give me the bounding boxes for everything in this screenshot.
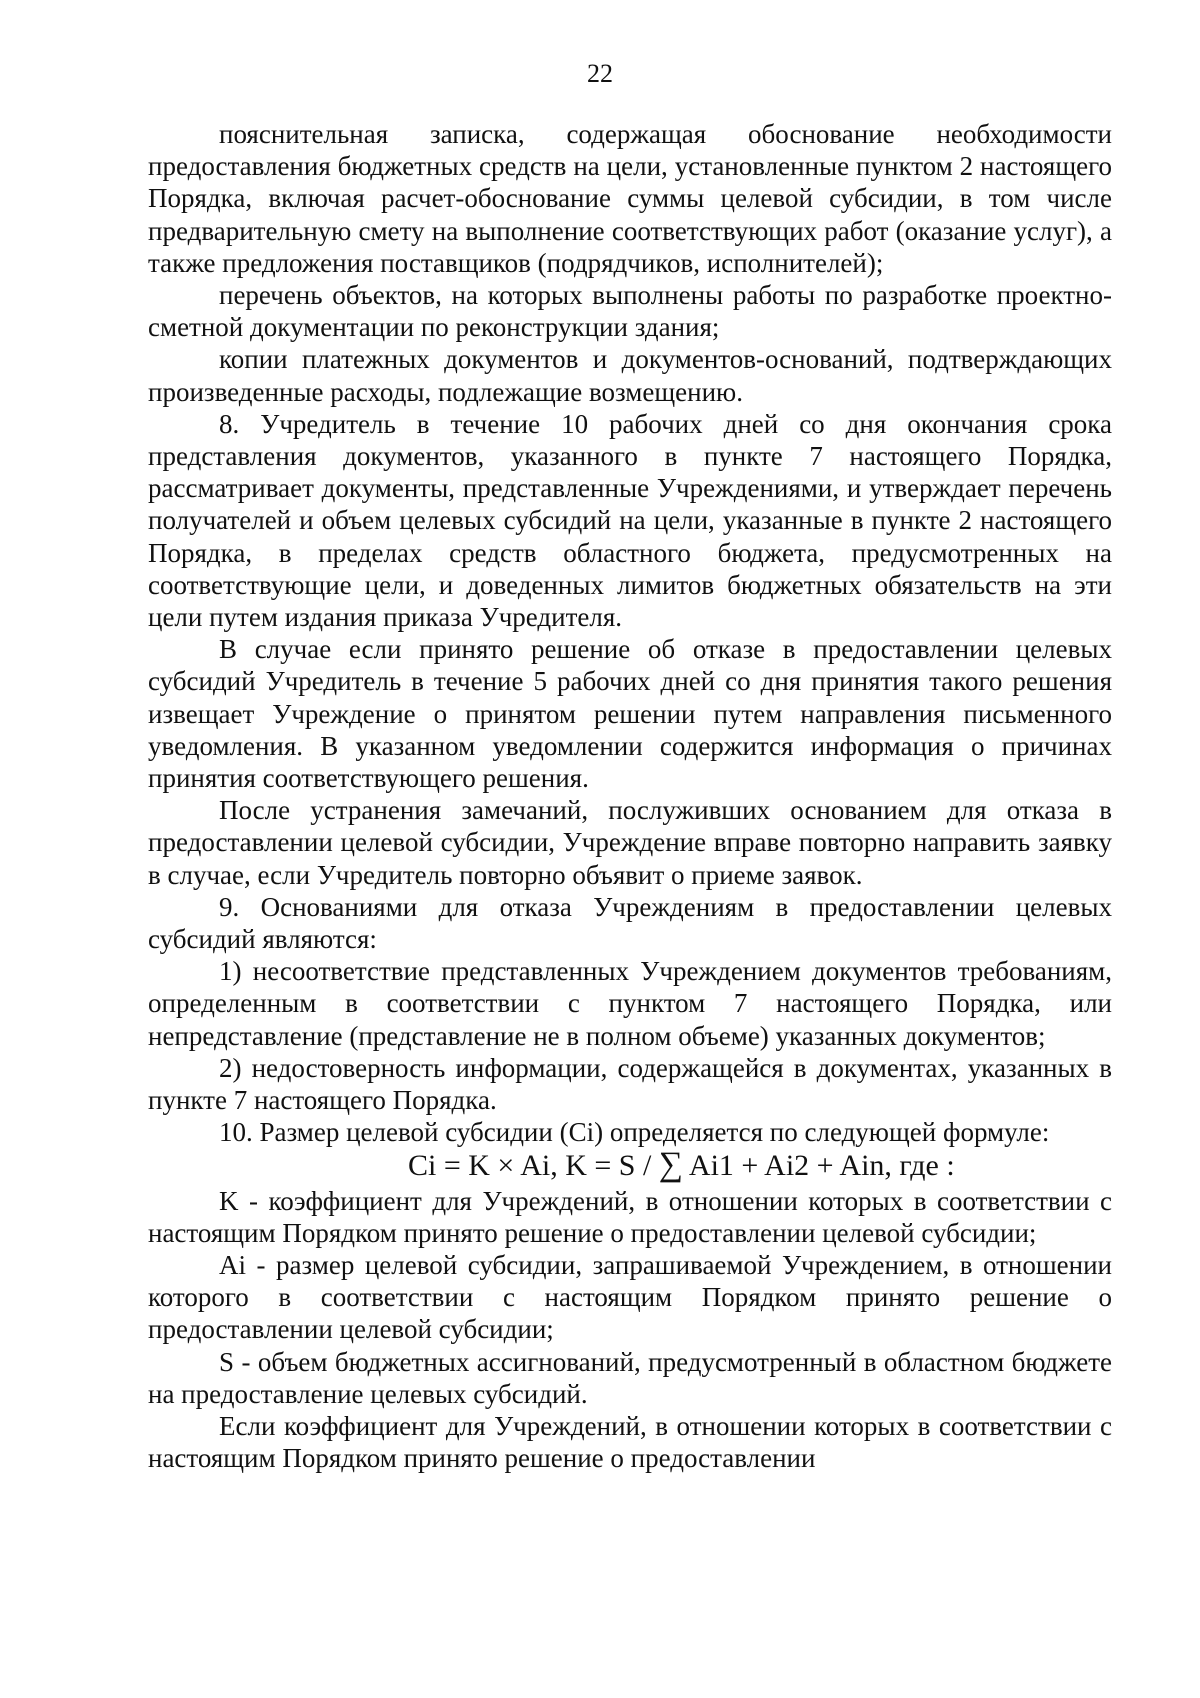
page-number: 22 xyxy=(587,59,613,88)
definition-s: S - объем бюджетных ассигнований, предусмотренный в областном бюджете на предоставление целевых субсидий. xyxy=(148,1346,1112,1409)
paragraph-item-9-2: 2) недостоверность информации, содержащейся в документах, указанных в пункте 7 настоящего Порядка. xyxy=(148,1052,1112,1116)
formula-left: Ci = K × Ai, K = S / xyxy=(408,1148,652,1182)
paragraph-payment-copies: копии платежных документов и документов-оснований, подтверждающих произведенные расходы, подлежащие возмещению. xyxy=(148,344,1112,407)
paragraph-objects-list: перечень объектов, на которых выполнены работы по разработке проектно-сметной документации по реконструкции здания; xyxy=(148,280,1112,343)
definition-ai: Ai - размер целевой субсидии, запрашиваемой Учреждением, в отношении которого в соответствии с настоящим Порядком принято решение о предоставлении целевой субсидии; xyxy=(148,1249,1112,1345)
paragraph-item-8: 8. Учредитель в течение 10 рабочих дней со дня окончания срока представления документов, указанного в пункте 7 настоящего Порядка, рассматривает документы, представленные Учреждениями, и утверждает перечень получателей и объем целевых субсидий на цели, указанные в пункте 2 настоящего Порядка, в пределах средств областного бюджета, предусмотренных на соответствующие цели, и доведенных лимитов бюджетных обязательств на эти цели путем издания приказа Учредителя. xyxy=(148,408,1112,633)
paragraph-item-9: 9. Основаниями для отказа Учреждениям в предоставлении целевых субсидий являются: xyxy=(148,891,1112,955)
paragraph-explanatory-note: пояснительная записка, содержащая обоснование необходимости предоставления бюджетных средств на цели, установленные пунктом 2 настоящего Порядка, включая расчет-обоснование суммы целевой субсидии, в том числе предварительную смету на выполнение соответствующих работ (оказание услуг), а также предложения поставщиков (подрядчиков, исполнителей); xyxy=(148,119,1112,278)
paragraph-coefficient-condition: Если коэффициент для Учреждений, в отношении которых в соответствии с настоящим Порядком принято решение о предоставлении xyxy=(148,1410,1112,1474)
formula-right: Ai1 + Ai2 + Ain, где : xyxy=(688,1148,955,1182)
definition-k: K - коэффициент для Учреждений, в отношении которых в соответствии с настоящим Порядком принято решение о предоставлении целевой субсидии; xyxy=(148,1185,1112,1248)
paragraph-resubmission: После устранения замечаний, послуживших основанием для отказа в предоставлении целевой субсидии, Учреждение вправе повторно направить заявку в случае, если Учредитель повторно объявит о приеме заявок. xyxy=(148,795,1112,890)
document-body xyxy=(148,118,1112,1474)
paragraph-refusal-notice: В случае если принято решение об отказе в предоставлении целевых субсидий Учредитель в течение 5 рабочих дней со дня принятия такого решения извещает Учреждение о принятом решении путем направления письменного уведомления. В указанном уведомлении содержится информация о причинах принятия соответствующего решения. xyxy=(148,634,1112,794)
subsidy-formula xyxy=(148,1145,1112,1185)
sum-symbol: ∑ xyxy=(658,1145,684,1183)
paragraph-item-9-1: 1) несоответствие представленных Учреждением документов требованиям, определенным в соответствии с пунктом 7 настоящего Порядка, или непредставление (представление не в полном объеме) указанных документов; xyxy=(148,956,1112,1051)
paragraph-item-10: 10. Размер целевой субсидии (Ci) определяется по следующей формуле: xyxy=(219,1117,1050,1148)
